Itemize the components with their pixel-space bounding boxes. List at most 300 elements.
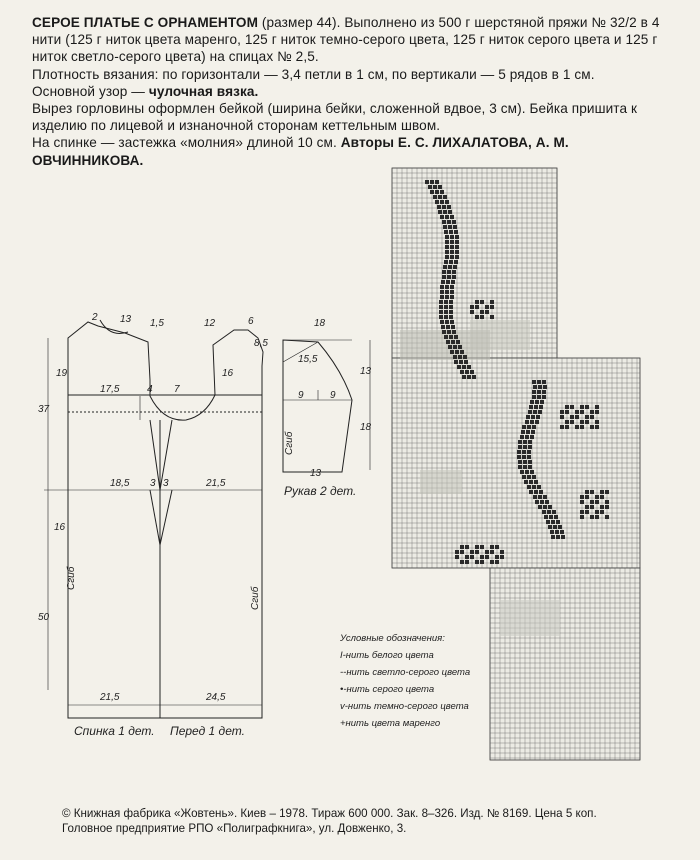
motif-cell: [523, 445, 527, 449]
motif-cell: [445, 250, 449, 254]
motif-cell: [556, 535, 560, 539]
motif-cell: [532, 475, 536, 479]
dim-label: 13: [310, 468, 322, 479]
motif-cell: [435, 190, 439, 194]
motif-cell: [470, 550, 474, 554]
motif-cell: [595, 495, 599, 499]
motif-cell: [490, 305, 494, 309]
legend-item: I-нить белого цвета: [340, 650, 434, 661]
motif-cell: [462, 375, 466, 379]
motif-cell: [460, 545, 464, 549]
motif-cell: [447, 205, 451, 209]
motif-cell: [439, 310, 443, 314]
motif-cell: [495, 545, 499, 549]
dim-label: 13: [360, 366, 372, 377]
motif-cell: [565, 410, 569, 414]
motif-cell: [529, 405, 533, 409]
materials-text: (размер 44). Выполнено из 500 г шерстяной пряжи № 32/2 в 4 нити (125 г ниток цвета маренго, 125 г ниток темно-серого цвета, 125 г ниток серого цвета и 125 г ниток светло-серого цвета) на спицах № 2,5.: [32, 15, 660, 65]
motif-cell: [595, 410, 599, 414]
motif-cell: [443, 265, 447, 269]
dim-label: 7: [174, 384, 180, 395]
motif-cell: [480, 545, 484, 549]
motif-cell: [538, 495, 542, 499]
motif-cell: [443, 225, 447, 229]
density-text: Плотность вязания: по горизонтали — 3,4 петли в 1 см, по вертикали — 5 рядов в 1 см.: [32, 66, 595, 82]
dim-label: 21,5: [100, 692, 120, 703]
motif-cell: [518, 440, 522, 444]
motif-cell: [518, 445, 522, 449]
motif-cell: [485, 550, 489, 554]
motif-cell: [530, 435, 534, 439]
motif-cell: [533, 385, 537, 389]
motif-cell: [555, 530, 559, 534]
motif-cell: [575, 410, 579, 414]
motif-cell: [442, 270, 446, 274]
motif-cell: [590, 415, 594, 419]
motif-cell: [520, 435, 524, 439]
footer-line: © Книжная фабрика «Жовтень». Киев – 1978. Тираж 600 000. Зак. 8–326. Изд. № 8169. Цена 5 коп.: [62, 807, 597, 820]
motif-cell: [449, 230, 453, 234]
motif-cell: [453, 225, 457, 229]
motif-cell: [444, 300, 448, 304]
motif-cell: [441, 325, 445, 329]
motif-cell: [450, 240, 454, 244]
motif-cell: [464, 360, 468, 364]
motif-cell: [453, 355, 457, 359]
motif-cell: [565, 405, 569, 409]
motif-cell: [454, 230, 458, 234]
motif-cell: [440, 290, 444, 294]
motif-cell: [454, 360, 458, 364]
motif-cell: [523, 440, 527, 444]
motif-cell: [450, 285, 454, 289]
motif-cell: [533, 410, 537, 414]
shade-patch: [420, 470, 462, 494]
motif-cell: [459, 360, 463, 364]
motif-cell: [560, 410, 564, 414]
motif-cell: [600, 490, 604, 494]
motif-cell: [542, 390, 546, 394]
motif-cell: [525, 435, 529, 439]
motif-cell: [448, 265, 452, 269]
motif-cell: [585, 415, 589, 419]
motif-cell: [522, 455, 526, 459]
motif-cell: [480, 300, 484, 304]
motif-cell: [449, 335, 453, 339]
back-caption: Спинка 1 дет.: [74, 724, 155, 738]
motif-cell: [446, 325, 450, 329]
motif-cell: [585, 405, 589, 409]
motif-cell: [470, 370, 474, 374]
motif-cell: [433, 195, 437, 199]
motif-cell: [570, 415, 574, 419]
motif-cell: [485, 305, 489, 309]
motif-cell: [453, 345, 457, 349]
motif-cell: [462, 365, 466, 369]
motif-cell: [522, 425, 526, 429]
motif-cell: [529, 480, 533, 484]
motif-cell: [525, 420, 529, 424]
motif-cell: [565, 425, 569, 429]
motif-cell: [440, 190, 444, 194]
motif-cell: [495, 555, 499, 559]
motif-cell: [535, 400, 539, 404]
motif-cell: [517, 450, 521, 454]
motif-cell: [531, 430, 535, 434]
motif-cell: [600, 505, 604, 509]
motif-cell: [442, 205, 446, 209]
motif-cell: [449, 260, 453, 264]
motif-cell: [445, 240, 449, 244]
motif-cell: [527, 485, 531, 489]
motif-cell: [445, 285, 449, 289]
motif-cell: [535, 500, 539, 504]
motif-cell: [521, 430, 525, 434]
publisher-footer: [62, 806, 682, 836]
dress-title: СЕРОЕ ПЛАТЬЕ С ОРНАМЕНТОМ: [32, 15, 258, 30]
motif-cell: [580, 500, 584, 504]
motif-cell: [542, 395, 546, 399]
motif-cell: [532, 485, 536, 489]
motif-cell: [450, 215, 454, 219]
motif-cell: [528, 440, 532, 444]
motif-cell: [526, 415, 530, 419]
motif-cell: [605, 500, 609, 504]
motif-cell: [445, 215, 449, 219]
legend-item: v-нить темно-серого цвета: [340, 701, 469, 712]
motif-cell: [605, 490, 609, 494]
legend-item: •-нить серого цвета: [340, 684, 435, 695]
dimension-labels: [38, 312, 372, 703]
motif-cell: [575, 415, 579, 419]
dim-label: 50: [38, 612, 50, 623]
authors: Авторы Е. С. ЛИХАЛАТОВА, А. М. ОВЧИННИКОВА.: [32, 135, 569, 168]
motif-cell: [455, 255, 459, 259]
motif-cell: [575, 425, 579, 429]
motif-cell: [585, 490, 589, 494]
dim-label: 16: [54, 522, 66, 533]
fold-label: Сгиб: [284, 431, 295, 455]
motif-cell: [450, 290, 454, 294]
motif-cell: [444, 310, 448, 314]
motif-cell: [451, 325, 455, 329]
motif-cell: [465, 370, 469, 374]
motif-cell: [438, 185, 442, 189]
motif-cell: [452, 275, 456, 279]
motif-cell: [450, 255, 454, 259]
motif-cell: [530, 470, 534, 474]
motif-cell: [528, 460, 532, 464]
motif-cell: [445, 290, 449, 294]
motif-cell: [595, 510, 599, 514]
dim-label: 2: [92, 312, 98, 323]
motif-cell: [470, 305, 474, 309]
motif-cell: [532, 395, 536, 399]
chart-legend: [340, 630, 470, 732]
motif-cell: [454, 335, 458, 339]
motif-cell: [580, 495, 584, 499]
motif-cell: [535, 420, 539, 424]
motif-cell: [537, 390, 541, 394]
zipper-text: На спинке — застежка «молния» длиной 10 см.: [32, 135, 341, 151]
motif-cell: [480, 560, 484, 564]
motif-cell: [528, 410, 532, 414]
motif-cell: [600, 495, 604, 499]
motif-cell: [439, 300, 443, 304]
motif-cell: [435, 180, 439, 184]
motif-cell: [445, 320, 449, 324]
motif-cell: [475, 305, 479, 309]
motif-cell: [540, 400, 544, 404]
footer-line: Головное предприятие РПО «Полиграфкнига», ул. Довженко, 3.: [62, 822, 407, 835]
motif-cell: [444, 230, 448, 234]
legend-title: Условные обозначения:: [340, 633, 445, 644]
motif-cell: [435, 200, 439, 204]
sleeve-pattern: [283, 340, 370, 472]
dim-label: 9: [330, 390, 336, 401]
dim-label: 37: [38, 404, 50, 415]
motif-cell: [452, 330, 456, 334]
motif-cell: [570, 405, 574, 409]
motif-cell: [538, 505, 542, 509]
motif-cell: [585, 495, 589, 499]
motif-cell: [451, 340, 455, 344]
motif-cell: [523, 465, 527, 469]
motif-cell: [523, 460, 527, 464]
motif-cell: [548, 505, 552, 509]
motif-cell: [580, 515, 584, 519]
shade-patch: [500, 600, 560, 636]
dim-label: 15,5: [298, 354, 318, 365]
motif-cell: [455, 235, 459, 239]
motif-cell: [551, 535, 555, 539]
motif-cell: [444, 315, 448, 319]
motif-cell: [518, 460, 522, 464]
motif-cell: [445, 255, 449, 259]
dim-label: 3: [150, 478, 156, 489]
motif-cell: [554, 515, 558, 519]
motif-cell: [450, 350, 454, 354]
motif-cell: [530, 400, 534, 404]
motif-cell: [440, 200, 444, 204]
motif-cell: [444, 305, 448, 309]
motif-cell: [485, 555, 489, 559]
motif-cell: [447, 270, 451, 274]
dim-label: 21,5: [206, 478, 226, 489]
motif-cell: [440, 285, 444, 289]
dim-label: 17,5: [100, 384, 120, 395]
motif-cell: [534, 405, 538, 409]
motif-cell: [527, 475, 531, 479]
motif-cell: [529, 490, 533, 494]
motif-cell: [465, 560, 469, 564]
motif-cell: [438, 210, 442, 214]
motif-cell: [460, 550, 464, 554]
motif-cell: [430, 180, 434, 184]
dim-label: 3: [163, 478, 169, 489]
motif-cell: [430, 190, 434, 194]
motif-cell: [449, 310, 453, 314]
motif-cell: [532, 425, 536, 429]
motif-cell: [540, 500, 544, 504]
motif-cell: [560, 530, 564, 534]
pattern-name: чулочная вязка.: [148, 83, 259, 99]
motif-cell: [585, 505, 589, 509]
motif-cell: [595, 420, 599, 424]
motif-cell: [595, 515, 599, 519]
motif-cell: [551, 520, 555, 524]
motif-cell: [565, 420, 569, 424]
motif-cell: [475, 550, 479, 554]
motif-cell: [453, 265, 457, 269]
dim-label: 19: [56, 368, 68, 379]
motif-cell: [537, 485, 541, 489]
motif-cell: [560, 415, 564, 419]
motif-cell: [590, 500, 594, 504]
motif-cell: [439, 305, 443, 309]
dim-label: 24,5: [206, 692, 226, 703]
motif-cell: [452, 220, 456, 224]
motif-cell: [553, 525, 557, 529]
motif-cell: [452, 270, 456, 274]
motif-cell: [526, 430, 530, 434]
motif-cell: [500, 555, 504, 559]
motif-cell: [560, 425, 564, 429]
motif-cell: [490, 560, 494, 564]
motif-cell: [543, 505, 547, 509]
motif-cell: [544, 515, 548, 519]
motif-cell: [449, 300, 453, 304]
motif-cell: [455, 550, 459, 554]
motif-cell: [590, 410, 594, 414]
sleeve-caption: Рукав 2 дет.: [284, 484, 357, 498]
neckline-text: Вырез горловины оформлен бейкой (ширина бейки, сложенной вдвое, 3 см). Бейка пришита к изделию по лицевой и изнаночной сторонам кеттельным швом.: [32, 101, 638, 134]
motif-cell: [558, 525, 562, 529]
fold-label: Сгиб: [250, 586, 261, 610]
motif-cell: [595, 405, 599, 409]
back-front-pattern: [44, 320, 263, 718]
motif-cell: [458, 355, 462, 359]
motif-cell: [445, 295, 449, 299]
motif-cell: [425, 180, 429, 184]
motif-cell: [456, 340, 460, 344]
motif-cell: [455, 245, 459, 249]
motif-cell: [590, 425, 594, 429]
motif-cell: [527, 425, 531, 429]
motif-cell: [467, 365, 471, 369]
motif-cell: [450, 320, 454, 324]
motif-cell: [595, 500, 599, 504]
motif-cell: [524, 480, 528, 484]
motif-cell: [490, 545, 494, 549]
motif-cell: [500, 550, 504, 554]
motif-cell: [528, 465, 532, 469]
motif-cell: [475, 560, 479, 564]
motif-cell: [465, 545, 469, 549]
motif-cell: [472, 375, 476, 379]
dim-label: 18,5: [110, 478, 130, 489]
motif-cell: [447, 330, 451, 334]
motif-cell: [490, 550, 494, 554]
motif-cell: [470, 310, 474, 314]
motif-cell: [443, 195, 447, 199]
motif-cell: [450, 250, 454, 254]
motif-cell: [561, 535, 565, 539]
motif-cell: [490, 300, 494, 304]
motif-cell: [534, 490, 538, 494]
motif-cell: [475, 315, 479, 319]
motif-cell: [448, 345, 452, 349]
motif-cell: [549, 515, 553, 519]
motif-cell: [527, 455, 531, 459]
motif-cell: [538, 385, 542, 389]
shade-patch: [400, 330, 490, 360]
motif-cell: [490, 315, 494, 319]
motif-cell: [590, 505, 594, 509]
motif-cell: [522, 475, 526, 479]
motif-cell: [440, 295, 444, 299]
motif-cell: [480, 310, 484, 314]
motif-cell: [437, 205, 441, 209]
dim-label: 13: [120, 314, 132, 325]
pattern-prefix: Основной узор —: [32, 83, 149, 99]
motif-cell: [556, 520, 560, 524]
motif-cell: [463, 355, 467, 359]
motif-cell: [552, 510, 556, 514]
motif-cell: [460, 350, 464, 354]
motif-cell: [440, 215, 444, 219]
motif-cell: [457, 365, 461, 369]
motif-cell: [534, 480, 538, 484]
motif-cell: [450, 235, 454, 239]
motif-cell: [438, 195, 442, 199]
motif-cell: [522, 450, 526, 454]
motif-cell: [532, 390, 536, 394]
motif-cell: [442, 275, 446, 279]
motif-cell: [580, 405, 584, 409]
motif-cell: [605, 515, 609, 519]
motif-cell: [517, 455, 521, 459]
motif-cell: [441, 280, 445, 284]
motif-cell: [485, 310, 489, 314]
dim-label: 12: [204, 318, 216, 329]
motif-cell: [465, 555, 469, 559]
motif-cell: [538, 410, 542, 414]
motif-cell: [543, 385, 547, 389]
motif-cell: [480, 555, 484, 559]
motif-cell: [449, 315, 453, 319]
motif-cell: [450, 245, 454, 249]
motif-cell: [445, 200, 449, 204]
motif-cell: [458, 345, 462, 349]
motif-cell: [570, 420, 574, 424]
motif-cell: [444, 335, 448, 339]
motif-cell: [450, 295, 454, 299]
motif-cell: [451, 280, 455, 284]
motif-cell: [585, 420, 589, 424]
motif-cell: [454, 260, 458, 264]
motif-cell: [446, 340, 450, 344]
motif-cell: [440, 320, 444, 324]
motif-cell: [532, 380, 536, 384]
motif-cell: [455, 555, 459, 559]
motif-cell: [428, 185, 432, 189]
dim-label: 1,5: [150, 318, 164, 329]
motif-cell: [525, 470, 529, 474]
motif-cell: [548, 525, 552, 529]
motif-cell: [460, 560, 464, 564]
motif-cell: [539, 405, 543, 409]
